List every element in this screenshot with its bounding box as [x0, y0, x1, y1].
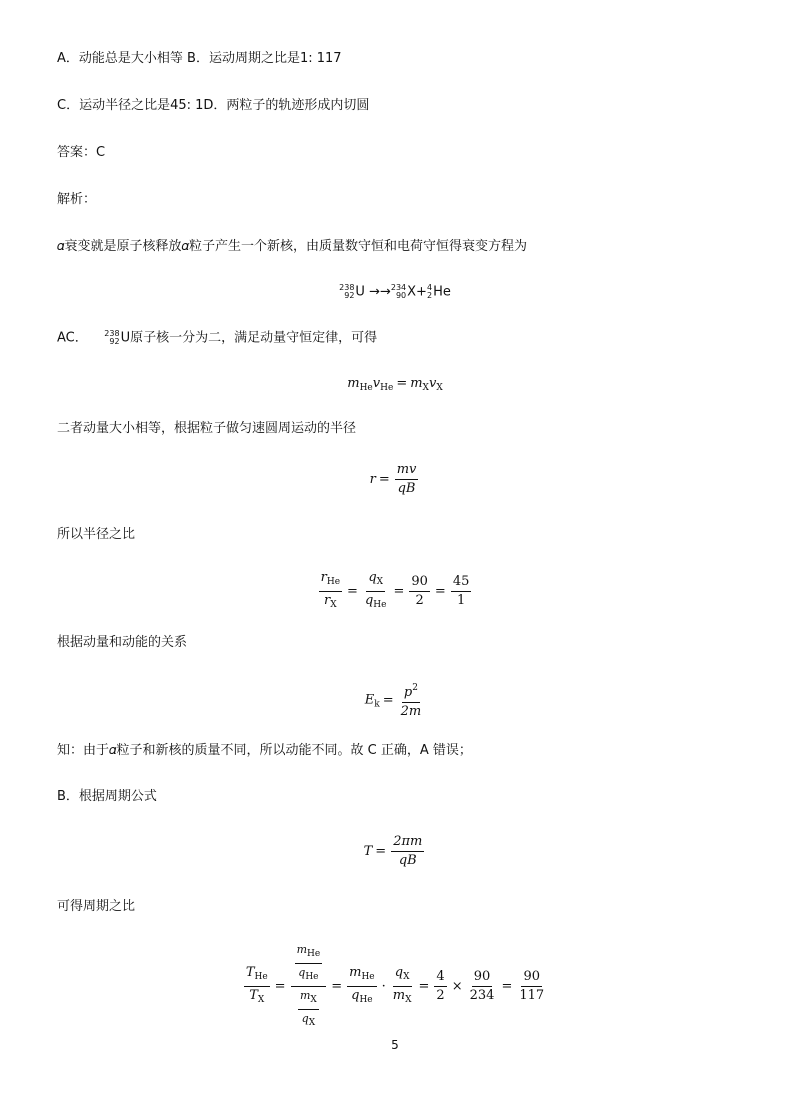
decay-equation: 238 92 U →→ 234 90 X+ 4 2 He — [339, 283, 451, 300]
ke-relation-intro: 根据动量和动能的关系 — [57, 635, 188, 650]
ac-line: AC． 238 92 U原子核一分为二，满足动量守恒定律，可得 — [57, 328, 378, 346]
radius-ratio-equation: $\frac{r_{He}}{r_X}$ = $\frac{q_X}{q_{He}}$ = $\frac{90}{2}$ = $\frac{45}{1}$ — [320, 570, 470, 610]
radius-equation: r = $\frac{mv}{qB}$ — [369, 462, 417, 496]
radius-ratio-intro: 所以半径之比 — [57, 527, 136, 542]
momentum-equation: $m_{He}v_{He} = m_Xv_X$ — [347, 376, 443, 393]
analysis-label: 解析： — [57, 192, 97, 207]
b-label-line: B．根据周期公式 — [57, 789, 157, 804]
momentum-equal-line: 二者动量大小相等，根据粒子做匀速圆周运动的半径 — [57, 421, 357, 436]
option-ab-line: A．动能总是大小相等 B．运动周期之比是1: 117 — [57, 51, 342, 66]
period-equation: T = $\frac{2\pi m}{qB}$ — [363, 834, 423, 868]
period-ratio-intro: 可得周期之比 — [57, 899, 136, 914]
page-number: 5 — [391, 1038, 399, 1052]
kinetic-energy-equation: $E_k$ = $\frac{p^2}{2m}$ — [0, 680, 790, 720]
period-ratio-equation: $\frac{T_{He}}{T_X}$ = $\frac{\frac{m_{He}}{q_{He}}}{\frac{m_X}{q_X}}$ = $\frac{m_{He}}{q_{He}}$ · $\frac{q_X}{m_X}$ = $\frac{4}{2}$ × $\frac{90}{234}$ = $\frac{90}{117}$ — [245, 943, 545, 1028]
conclusion-line: 知：由于𝛼粒子和新核的质量不同，所以动能不同。故 C 正确，A 错误； — [57, 743, 472, 758]
option-cd-line: C．运动半径之比是45: 1D．两粒子的轨迹形成内切圆 — [57, 98, 370, 113]
answer-line: 答案：C — [57, 145, 106, 160]
alpha-decay-line: 𝛼衰变就是原子核释放𝛼粒子产生一个新核，由质量数守恒和电荷守恒得衰变方程为 — [57, 239, 528, 254]
